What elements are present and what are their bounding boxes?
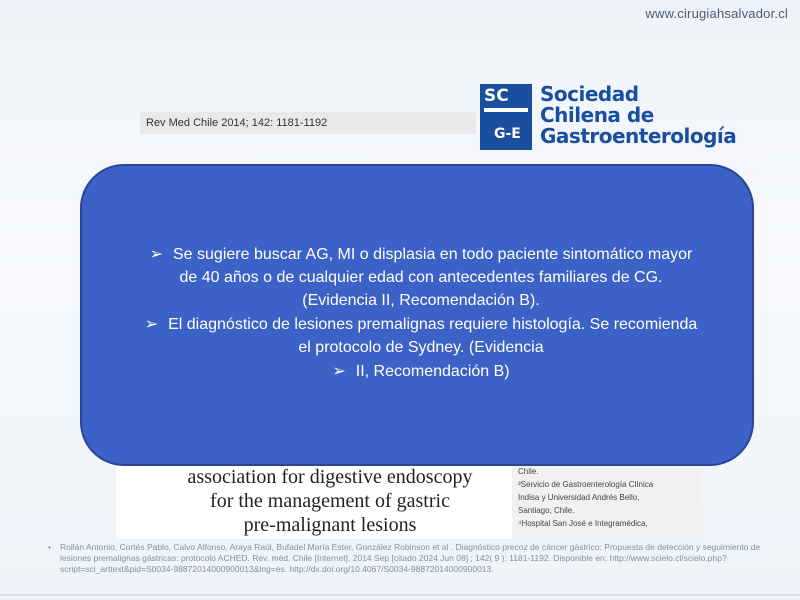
affiliation-line: ⁴Hospital San José e Integramédica, — [518, 519, 648, 528]
recommendation-item-2 — [106, 312, 736, 336]
affiliation-line: ³Servicio de Gastroenterología Clínica — [518, 480, 654, 489]
recommendation-text: II, Recomendación B) — [355, 363, 510, 380]
sociedad-chilena-logo — [480, 82, 737, 154]
site-url: www.cirugiahsalvador.cl — [645, 6, 788, 21]
article-affiliations — [518, 465, 698, 530]
logo-mark-divider — [484, 108, 528, 112]
recommendation-list — [106, 242, 736, 383]
recommendation-text: Se sugiere buscar AG, MI o displasia en todo paciente sintomático mayor — [173, 246, 693, 263]
journal-reference: Rev Med Chile 2014; 142: 1181-1192 — [140, 112, 476, 134]
article-title-line-2: for the management of gastric — [210, 490, 450, 512]
footer-divider — [0, 594, 800, 596]
recommendation-text: de 40 años o de cualquier edad con antecedentes familiares de CG. — [179, 269, 663, 286]
citation-footnote — [48, 542, 780, 575]
recommendation-text: El diagnóstico de lesiones premalignas requiere histología. Se recomienda — [168, 316, 698, 333]
recommendation-item-1 — [106, 242, 736, 266]
logo-mark-icon — [480, 84, 532, 150]
logo-line-3: Gastroenterología — [540, 124, 737, 148]
recommendation-box — [80, 164, 754, 466]
arrow-bullet-icon: ➢ — [332, 361, 346, 380]
logo-line-1: Sociedad — [540, 82, 639, 106]
article-title-line-3: pre-malignant lesions — [243, 514, 417, 536]
affiliation-line: Chile. — [518, 467, 539, 476]
arrow-bullet-icon: ➢ — [144, 314, 159, 333]
logo-text — [540, 84, 736, 147]
affiliation-line: Indisa y Universidad Andrés Bello, — [518, 493, 640, 502]
logo-mark-bottom: G-E — [494, 126, 521, 142]
recommendation-text: el protocolo de Sydney. (Evidencia — [298, 339, 544, 356]
footnote-bullet: • — [48, 542, 51, 552]
recommendation-item-3 — [106, 359, 736, 383]
citation-text: Rollán Antonio, Cortés Pablo, Calvo Alfonso, Araya Raúl, Bufadel María Ester, González Robinson et al . Diagnóstico precoz de cáncer gástrico: Propuesta de detección y seguimiento de lesiones premalignas gástricas: protocolo ACHED. Rev. méd. Chile [Internet]. 2014 Sep [citado 2024 Jun 08] ; 142( 9 ): 1181-1192. Disponible en: http://www.scielo.cl/scielo.php?script=sci_arttext&pid=S0034-98872014000900013&lng=es. http://dx.doi.org/10.4067/S0034-98872014000900013. — [60, 542, 761, 574]
logo-mark-top: SC — [484, 86, 509, 106]
recommendation-text: (Evidencia II, Recomendación B). — [302, 292, 540, 309]
article-title — [140, 465, 520, 537]
logo-line-2: Chilena de — [540, 103, 654, 127]
arrow-bullet-icon: ➢ — [149, 244, 163, 263]
affiliation-line: Santiago, Chile. — [518, 506, 575, 515]
article-title-line-1: association for digestive endoscopy — [187, 466, 473, 488]
